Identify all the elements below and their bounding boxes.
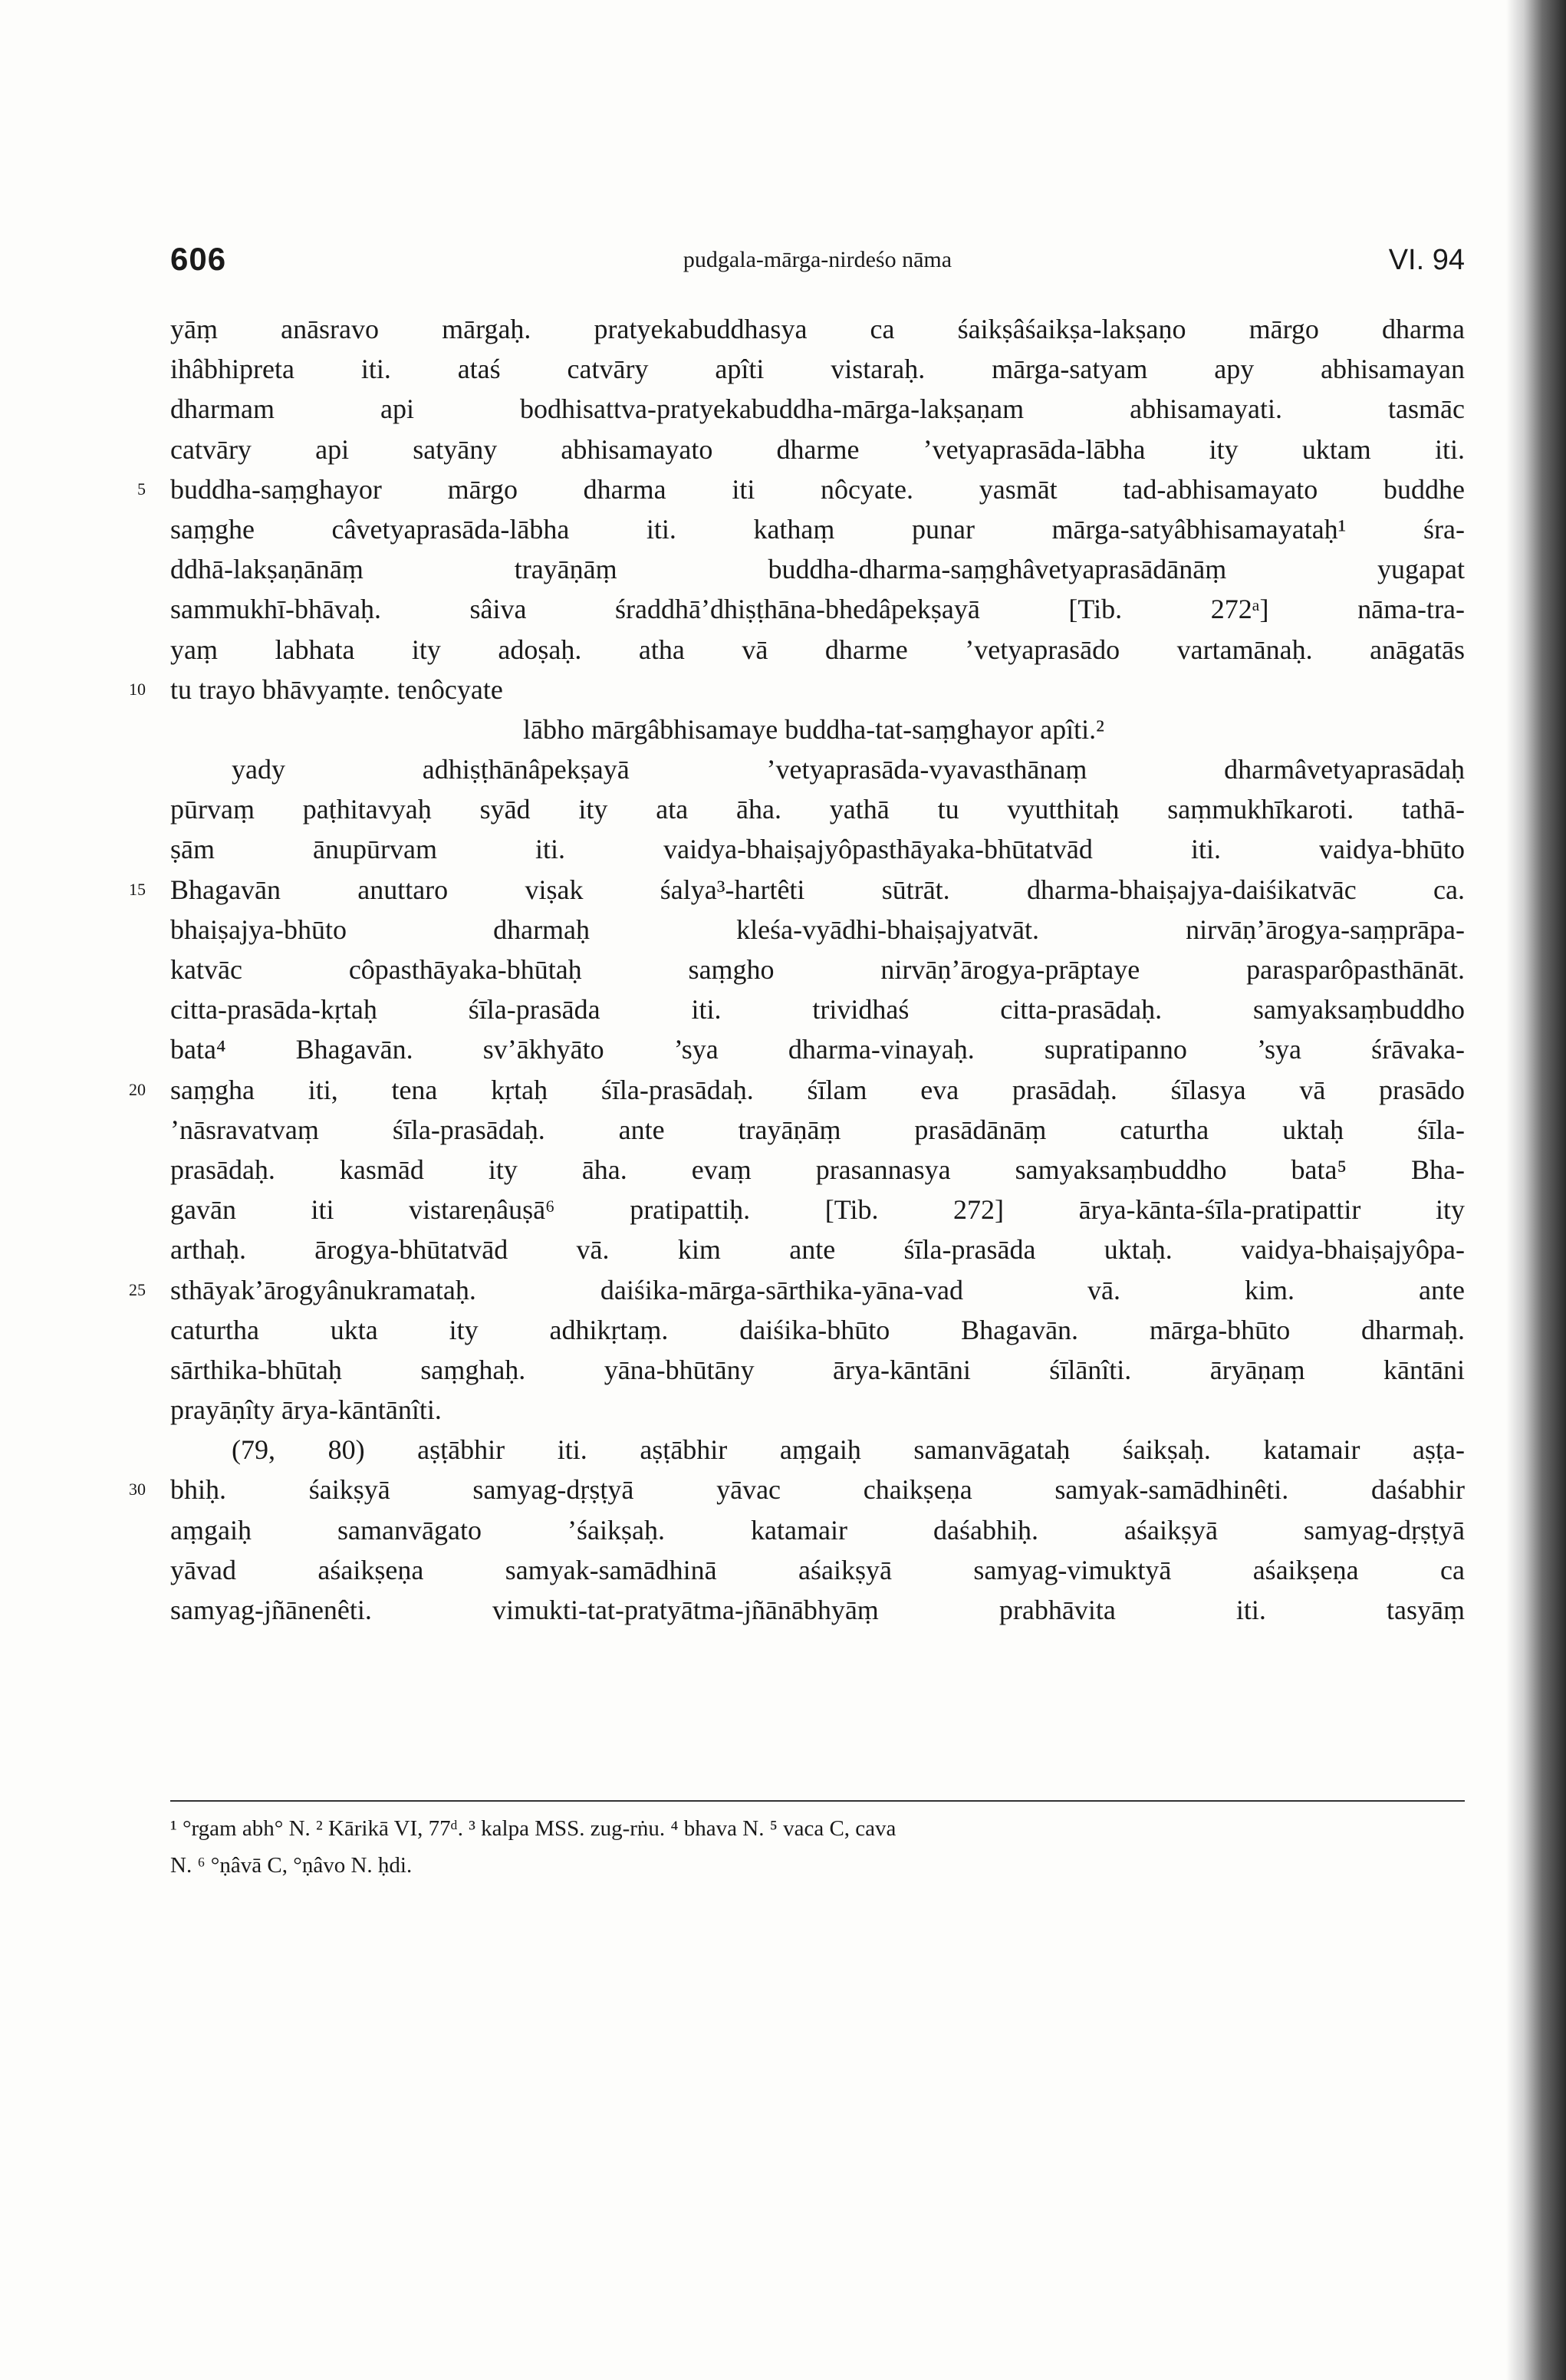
line-text: arthaḥ. ārogya-bhūtatvād vā. kim ante śīla-prasāda uktaḥ. vaidya-bhaiṣajyôpa- — [170, 1234, 1465, 1266]
text-line — [170, 989, 1465, 1029]
line-number: 5 — [137, 479, 146, 499]
line-text: gavān iti vistareṇâuṣā⁶ pratipattiḥ. [Tib. 272] ārya-kānta-śīla-pratipattir ity — [170, 1194, 1465, 1226]
text-line — [170, 630, 1465, 670]
text-line — [129, 870, 1465, 910]
line-text: saṃgha iti, tena kṛtaḥ śīla-prasādaḥ. śīlam eva prasādaḥ. śīlasya vā prasādo — [170, 1074, 1465, 1105]
line-text: yāṃ anāsravo mārgaḥ. pratyekabuddhasya ca śaikṣâśaikṣa-lakṣaṇo mārgo dharma — [170, 314, 1465, 344]
line-text: ’nāsravatvaṃ śīla-prasādaḥ. ante trayāṇāṃ prasādānāṃ caturtha uktaḥ śīla- — [170, 1114, 1465, 1145]
footnote-line: N. ⁶ °ṇâvā C, °ṇâvo N. ḥdi. — [170, 1853, 413, 1878]
page-number: 606 — [170, 241, 227, 277]
text-line — [170, 549, 1465, 589]
line-number: 25 — [129, 1279, 146, 1299]
line-text: sthāyak’ārogyânukramataḥ. daiśika-mārga-sārthika-yāna-vad vā. kim. ante — [170, 1274, 1465, 1305]
text-line — [170, 1350, 1465, 1390]
line-text: buddha-saṃghayor mārgo dharma iti nôcyate. yasmāt tad-abhisamayato buddhe — [170, 473, 1465, 505]
text-line — [170, 430, 1465, 469]
text-line — [170, 1230, 1465, 1269]
text-line — [170, 309, 1465, 349]
line-text: sammukhī-bhāvaḥ. sâiva śraddhā’dhiṣṭhāna-bhedâpekṣayā [Tib. 272ᵃ] nāma-tra- — [170, 594, 1465, 625]
line-text: catvāry api satyāny abhisamayato dharme ’vetyaprasāda-lābha ity uktam iti. — [170, 433, 1465, 465]
text-line — [170, 1310, 1465, 1350]
text-line — [129, 1270, 1465, 1310]
line-text: bata⁴ Bhagavān. sv’ākhyāto ’sya dharma-vinayaḥ. supratipanno ’sya śrāvaka- — [170, 1034, 1465, 1065]
text-line — [170, 589, 1465, 629]
text-line — [170, 1510, 1465, 1550]
line-text: caturtha ukta ity adhikṛtaṃ. daiśika-bhūto Bhagavān. mārga-bhūto dharmaḥ. — [170, 1314, 1465, 1345]
line-text: yady adhiṣṭhānâpekṣayā ’vetyaprasāda-vyavasthānaṃ dharmâvetyaprasādaḥ — [232, 754, 1465, 785]
line-text: bhiḥ. śaikṣyā samyag-dṛṣṭyā yāvac chaikṣeṇa samyak-samādhinêti. daśabhir — [170, 1474, 1465, 1506]
line-text: (79, 80) aṣṭābhir iti. aṣṭābhir aṃgaiḥ samanvāgataḥ śaikṣaḥ. katamair aṣṭa- — [232, 1434, 1465, 1466]
text-line — [170, 389, 1465, 429]
text-line — [170, 1550, 1465, 1590]
text-line — [129, 1070, 1465, 1110]
line-number: 10 — [129, 679, 146, 699]
line-number: 30 — [129, 1480, 146, 1499]
footnote-rule — [170, 1800, 1465, 1802]
line-number: 15 — [129, 879, 146, 899]
line-text: tu trayo bhāvyaṃte. tenôcyate — [170, 673, 503, 705]
line-text: ṣām ānupūrvam iti. vaidya-bhaiṣajyôpasthāyaka-bhūtatvād iti. vaidya-bhūto — [170, 834, 1465, 865]
text-line — [170, 829, 1465, 869]
line-text: yaṃ labhata ity adoṣaḥ. atha vā dharme ’vetyaprasādo vartamānaḥ. anāgatās — [170, 634, 1465, 665]
text-line — [170, 1110, 1465, 1150]
text-line — [170, 509, 1465, 549]
line-number: 20 — [129, 1079, 146, 1099]
line-text: saṃghe câvetyaprasāda-lābha iti. kathaṃ punar mārga-satyâbhisamayataḥ¹ śra- — [170, 513, 1465, 545]
line-text: yāvad aśaikṣeṇa samyak-samādhinā aśaikṣyā samyag-vimuktyā aśaikṣeṇa ca — [170, 1554, 1465, 1585]
footnotes — [170, 1810, 1465, 1884]
text-line — [170, 789, 1465, 829]
text-line — [170, 1029, 1465, 1069]
text-line — [170, 1590, 1465, 1630]
running-title: pudgala-mārga-nirdeśo nāma — [683, 247, 952, 272]
line-text: prayāṇîty ārya-kāntānîti. — [170, 1394, 442, 1426]
footnote-line: ¹ °rgam abh° N. ² Kārikā VI, 77ᵈ. ³ kalpa MSS. zug-rṅu. ⁴ bhava N. ⁵ vaca C, cava — [170, 1816, 897, 1841]
page-header — [170, 230, 1465, 291]
text-line — [170, 1430, 1465, 1470]
line-text: sārthika-bhūtaḥ saṃghaḥ. yāna-bhūtāny ārya-kāntāni śīlānîti. āryāṇaṃ kāntāni — [170, 1354, 1465, 1385]
line-text: aṃgaiḥ samanvāgato ’śaikṣaḥ. katamair daśabhiḥ. aśaikṣyā samyag-dṛṣṭyā — [170, 1514, 1465, 1546]
section-reference: VI. 94 — [1388, 244, 1465, 276]
main-text — [129, 309, 1465, 1630]
line-text: dharmam api bodhisattva-pratyekabuddha-mārga-lakṣaṇam abhisamayati. tasmāc — [170, 393, 1465, 425]
line-text: lābho mārgâbhisamaye buddha-tat-saṃghayor apîti.² — [523, 713, 1104, 745]
line-text: ihâbhipreta iti. ataś catvāry apîti vistaraḥ. mārga-satyam apy abhisamayan — [170, 354, 1465, 385]
text-line — [170, 1190, 1465, 1230]
line-text: katvāc côpasthāyaka-bhūtaḥ saṃgho nirvāṇ’ārogya-prāptaye parasparôpasthānāt. — [170, 954, 1465, 985]
line-text: bhaiṣajya-bhūto dharmaḥ kleśa-vyādhi-bhaiṣajyatvāt. nirvāṇ’ārogya-saṃprāpa- — [170, 913, 1465, 945]
text-line — [170, 749, 1465, 789]
text-line — [170, 950, 1465, 989]
text-line — [170, 349, 1465, 389]
line-text: pūrvaṃ paṭhitavyaḥ syād ity ata āha. yathā tu vyutthitaḥ saṃmukhīkaroti. tathā- — [170, 794, 1465, 825]
text-line — [170, 1390, 1465, 1430]
text-line — [137, 469, 1465, 509]
text-line — [170, 1150, 1465, 1190]
text-line — [129, 1470, 1465, 1509]
line-text: ddhā-lakṣaṇānāṃ trayāṇāṃ buddha-dharma-saṃghâvetyaprasādānāṃ yugapat — [170, 554, 1465, 585]
line-text: citta-prasāda-kṛtaḥ śīla-prasāda iti. trividhaś citta-prasādaḥ. samyaksaṃbuddho — [170, 994, 1465, 1025]
line-text: Bhagavān anuttaro viṣak śalya³-hartêti sūtrāt. dharma-bhaiṣajya-daiśikatvāc ca. — [170, 874, 1465, 905]
line-text: prasādaḥ. kasmād ity āha. evaṃ prasannasya samyaksaṃbuddho bata⁵ Bha- — [170, 1154, 1465, 1185]
text-line — [129, 670, 1465, 709]
verse-line — [170, 709, 1465, 749]
line-text: samyag-jñānenêti. vimukti-tat-pratyātma-jñānābhyāṃ prabhāvita iti. tasyāṃ — [170, 1595, 1465, 1625]
scan-binding-edge — [1506, 0, 1566, 2380]
text-line — [170, 910, 1465, 950]
